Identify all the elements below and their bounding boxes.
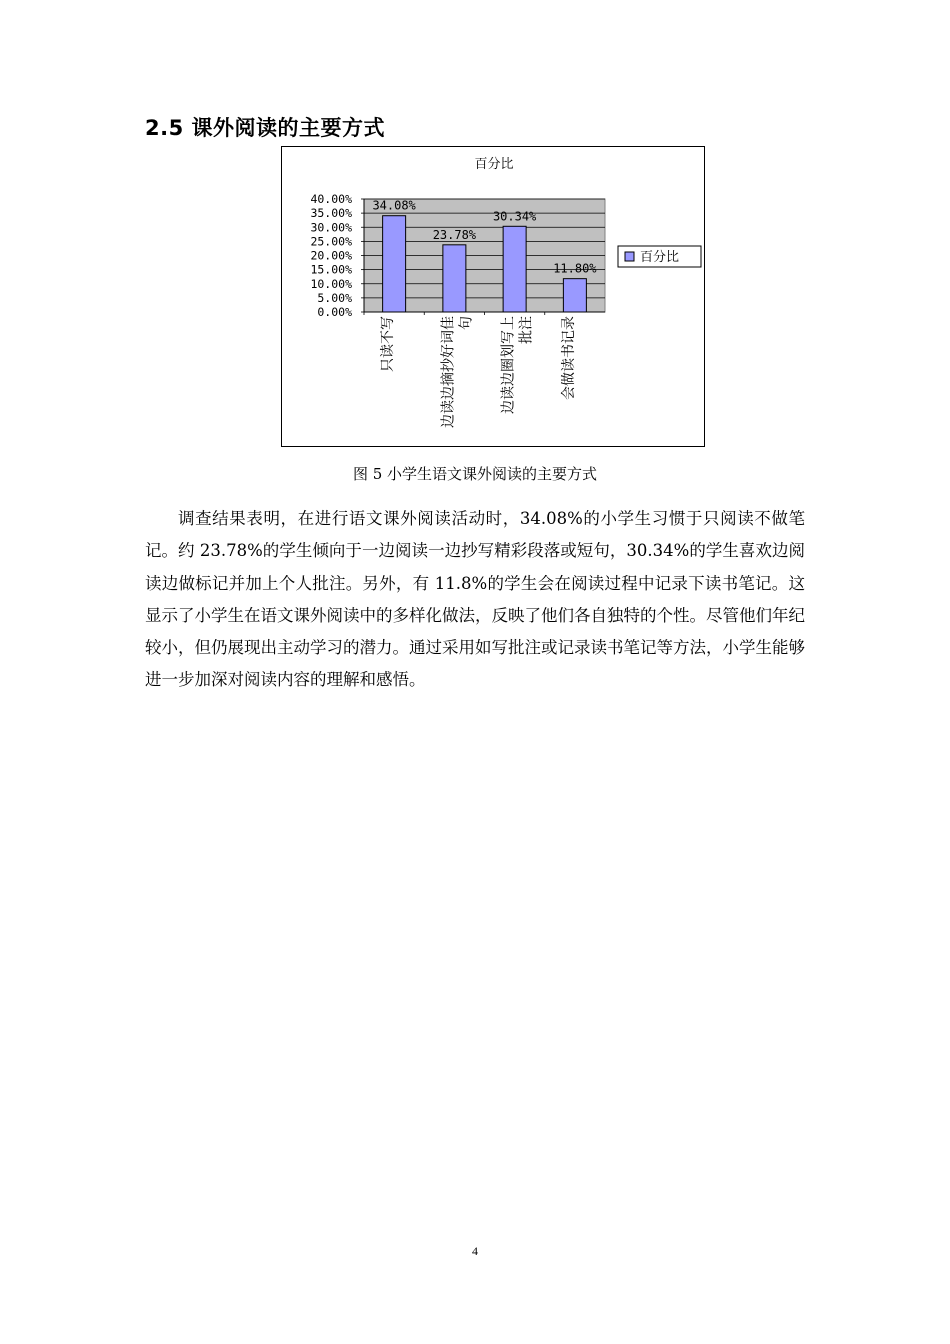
category-label: 只读不写 <box>380 316 397 372</box>
section-heading: 2.5 课外阅读的主要方式 <box>145 116 386 140</box>
bar <box>563 279 586 312</box>
data-label: 34.08% <box>372 198 416 213</box>
data-label: 30.34% <box>492 209 537 224</box>
y-tick-label: 15.00% <box>310 262 352 277</box>
y-tick-label: 25.00% <box>310 234 352 249</box>
bar-chart <box>281 146 705 447</box>
legend-label: 百分比 <box>640 250 680 265</box>
figure-caption: 图 5 小学生语文课外阅读的主要方式 <box>352 465 598 483</box>
chart-canvas <box>282 147 706 448</box>
y-tick-label: 20.00% <box>310 248 352 263</box>
page-number: 4 <box>472 1244 478 1258</box>
category-label: 会做读书记录 <box>560 316 577 400</box>
y-tick-label: 35.00% <box>310 206 352 221</box>
bar <box>503 226 526 312</box>
category-label: 句 <box>458 316 475 330</box>
bar <box>443 245 466 312</box>
category-label: 批注 <box>518 316 535 344</box>
y-tick-label: 10.00% <box>310 276 352 291</box>
legend-swatch <box>625 252 634 261</box>
y-tick-label: 40.00% <box>310 192 352 206</box>
y-tick-label: 0.00% <box>317 305 352 319</box>
bar <box>383 216 406 312</box>
chart-title: 百分比 <box>474 157 514 172</box>
y-tick-label: 30.00% <box>310 220 352 235</box>
data-label: 23.78% <box>432 227 477 242</box>
category-label: 边读边摘抄好词佳 <box>440 316 457 428</box>
data-label: 11.80% <box>553 261 597 276</box>
y-tick-label: 5.00% <box>317 290 352 305</box>
body-paragraph: 调查结果表明，在进行语文课外阅读活动时，34.08%的小学生习惯于只阅读不做笔记。约 23.78%的学生倾向于一边阅读一边抄写精彩段落或短句，30.34%的学生喜欢边阅读边做标记并加上个人批注。另外，有 11.8%的学生会在阅读过程中记录下读书笔记。这显示了小学生在语文课外阅读中的多样化做法，反映了他们各自独特的个性。尽管他们年纪较小，但仍展现出主动学习的潜力。通过采用如写批注或记录读书笔记等方法，小学生能够进一步加深对阅读内容的理解和感悟。 <box>145 509 805 690</box>
category-label: 边读边圈划写上 <box>500 316 517 414</box>
